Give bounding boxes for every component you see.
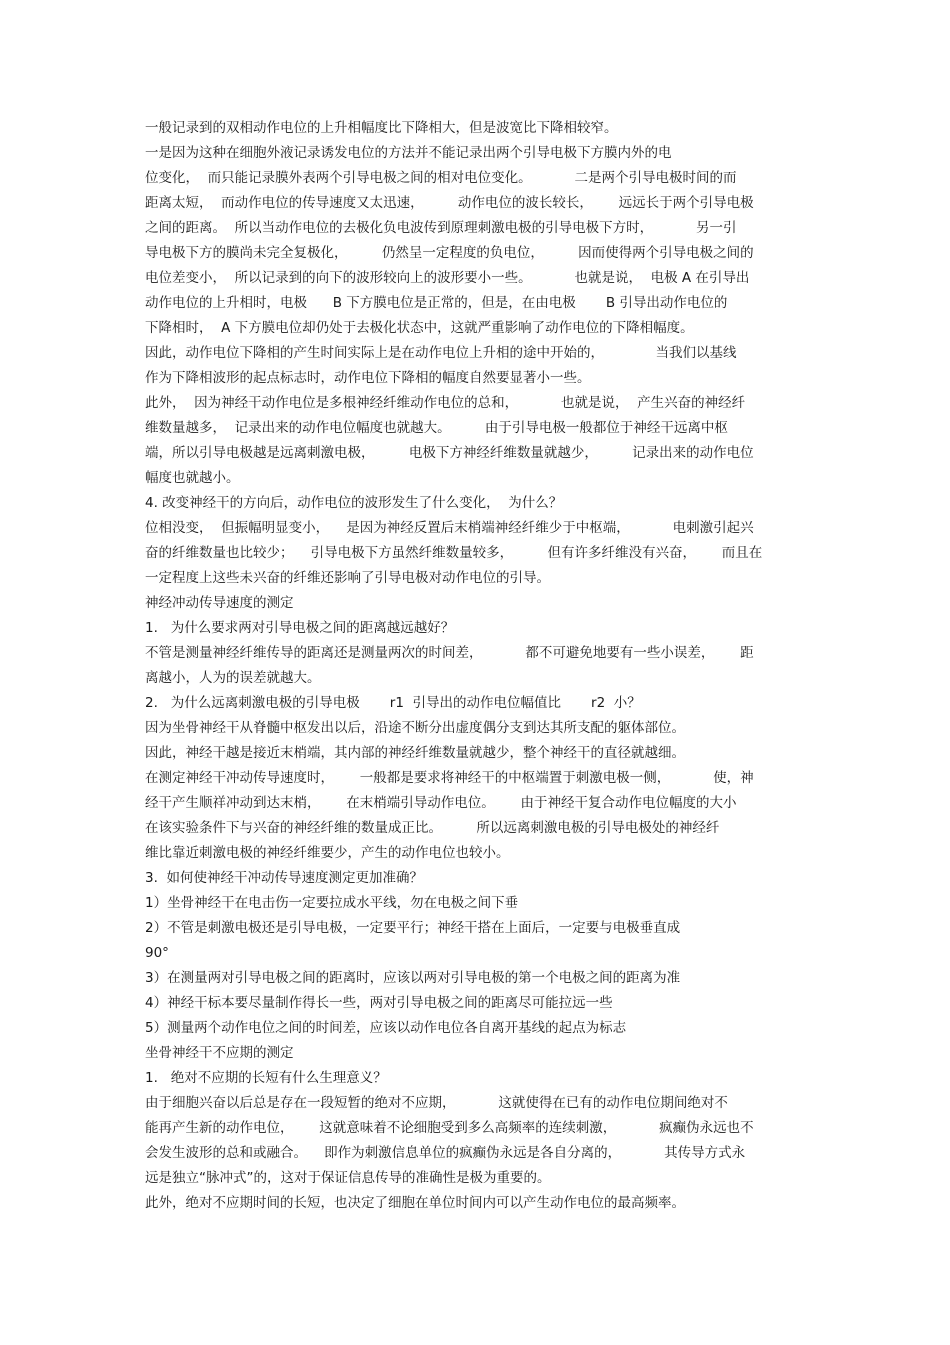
text-line: 之间的距离。 所以当动作电位的去极化负电波传到原理刺激电极的引导电极下方时， 另一引 — [145, 220, 737, 236]
list-item: 1）坐骨神经干在电击伤一定要拉成水平线，勿在电极之间下垂 — [145, 895, 519, 911]
text-line: 经干产生顺祥冲动到达末梢， 在末梢端引导动作电位。 由于神经干复合动作电位幅度的大小 — [145, 795, 737, 811]
question-heading: 2. 为什么远离刺激电极的引导电极 r1 引导出的动作电位幅值比 r2 小？ — [145, 695, 641, 711]
list-item: 4）神经干标本要尽量制作得长一些，两对引导电极之间的距离尽可能拉远一些 — [145, 995, 613, 1011]
text-line: 位相没变， 但振幅明显变小， 是因为神经反置后末梢端神经纤维少于中枢端， 电刺激引起兴 — [145, 520, 754, 536]
text-line: 在该实验条件下与兴奋的神经纤维的数量成正比。 所以远离刺激电极的引导电极处的神经纤 — [145, 820, 720, 836]
text-line: 能再产生新的动作电位， 这就意味着不论细胞受到多么高频率的连续刺激， 疯癫伪永远也不 — [145, 1120, 754, 1136]
text-line: 维数量越多， 记录出来的动作电位幅度也就越大。 由于引导电极一般都位于神经干远离中枢 — [145, 420, 728, 436]
text-line: 此外， 因为神经干动作电位是多根神经纤维动作电位的总和， 也就是说， 产生兴奋的神经纤 — [145, 395, 746, 411]
question-heading: 3. 如何使神经干冲动传导速度测定更加准确？ — [145, 870, 423, 886]
document-body — [145, 116, 815, 1216]
list-item: 5）测量两个动作电位之间的时间差，应该以动作电位各自离开基线的起点为标志 — [145, 1020, 627, 1036]
list-item: 90° — [145, 945, 169, 961]
list-item: 2）不管是刺激电极还是引导电极，一定要平行；神经干搭在上面后，一定要与电极垂直成 — [145, 920, 681, 936]
text-line: 导电极下方的膜尚未完全复极化， 仍然呈一定程度的负电位， 因而使得两个引导电极之间的 — [145, 245, 754, 261]
list-item: 3）在测量两对引导电极之间的距离时，应该以两对引导电极的第一个电极之间的距离为准 — [145, 970, 681, 986]
text-line: 离越小，人为的误差就越大。 — [145, 670, 321, 686]
text-line: 幅度也就越小。 — [145, 470, 240, 486]
text-line: 一是因为这种在细胞外液记录诱发电位的方法并不能记录出两个引导电极下方膜内外的电 — [145, 145, 672, 161]
text-line: 端，所以引导电极越是远离刺激电极， 电极下方神经纤维数量就越少， 记录出来的动作电位 — [145, 445, 754, 461]
text-line: 动作电位的上升相时，电极 B 下方膜电位是正常的，但是，在由电极 B 引导出动作电位的 — [145, 295, 728, 311]
text-line: 距离太短， 而动作电位的传导速度又太迅速， 动作电位的波长较长， 远远长于两个引导电极 — [145, 195, 754, 211]
text-line: 远是独立“脉冲式”的，这对于保证信息传导的准确性是极为重要的。 — [145, 1170, 551, 1186]
text-line: 一定程度上这些未兴奋的纤维还影响了引导电极对动作电位的引导。 — [145, 570, 550, 586]
text-line: 此外，绝对不应期时间的长短，也决定了细胞在单位时间内可以产生动作电位的最高频率。 — [145, 1195, 685, 1211]
question-heading: 4. 改变神经干的方向后，动作电位的波形发生了什么变化， 为什么？ — [145, 495, 563, 511]
text-line: 作为下降相波形的起点标志时，动作电位下降相的幅度自然要显著小一些。 — [145, 370, 591, 386]
text-line: 位变化， 而只能记录膜外表两个引导电极之间的相对电位变化。 二是两个引导电极时间的而 — [145, 170, 737, 186]
text-line: 由于细胞兴奋以后总是存在一段短暂的绝对不应期， 这就使得在已有的动作电位期间绝对不 — [145, 1095, 728, 1111]
question-heading: 1. 绝对不应期的长短有什么生理意义？ — [145, 1070, 387, 1086]
text-line: 维比靠近刺激电极的神经纤维要少，产生的动作电位也较小。 — [145, 845, 510, 861]
text-line: 因为坐骨神经干从脊髓中枢发出以后，沿途不断分出虚度偶分支到达其所支配的躯体部位。 — [145, 720, 685, 736]
text-line: 下降相时， A 下方膜电位却仍处于去极化状态中，这就严重影响了动作电位的下降相幅度。 — [145, 320, 694, 336]
text-line: 因此，动作电位下降相的产生时间实际上是在动作电位上升相的途中开始的， 当我们以基线 — [145, 345, 737, 361]
text-line: 因此，神经干越是接近末梢端，其内部的神经纤维数量就越少，整个神经干的直径就越细。 — [145, 745, 685, 761]
question-heading: 1. 为什么要求两对引导电极之间的距离越远越好？ — [145, 620, 455, 636]
text-line: 电位差变小， 所以记录到的向下的波形较向上的波形要小一些。 也就是说， 电极 A 在引导出 — [145, 270, 750, 286]
text-line: 在测定神经干冲动传导速度时， 一般都是要求将神经干的中枢端置于刺激电极一侧， 使，神 — [145, 770, 754, 786]
text-line: 会发生波形的总和或融合。 即作为刺激信息单位的疯癫伪永远是各自分离的， 其传导方式永 — [145, 1145, 746, 1161]
text-line: 不管是测量神经纤维传导的距离还是测量两次的时间差， 都不可避免地要有一些小误差， 距 — [145, 645, 754, 661]
section-heading: 坐骨神经干不应期的测定 — [145, 1045, 294, 1061]
text-line: 奋的纤维数量也比较少； 引导电极下方虽然纤维数量较多， 但有许多纤维没有兴奋， 而且在 — [145, 545, 763, 561]
section-heading: 神经冲动传导速度的测定 — [145, 595, 294, 611]
text-line: 一般记录到的双相动作电位的上升相幅度比下降相大，但是波宽比下降相较窄。 — [145, 120, 618, 136]
